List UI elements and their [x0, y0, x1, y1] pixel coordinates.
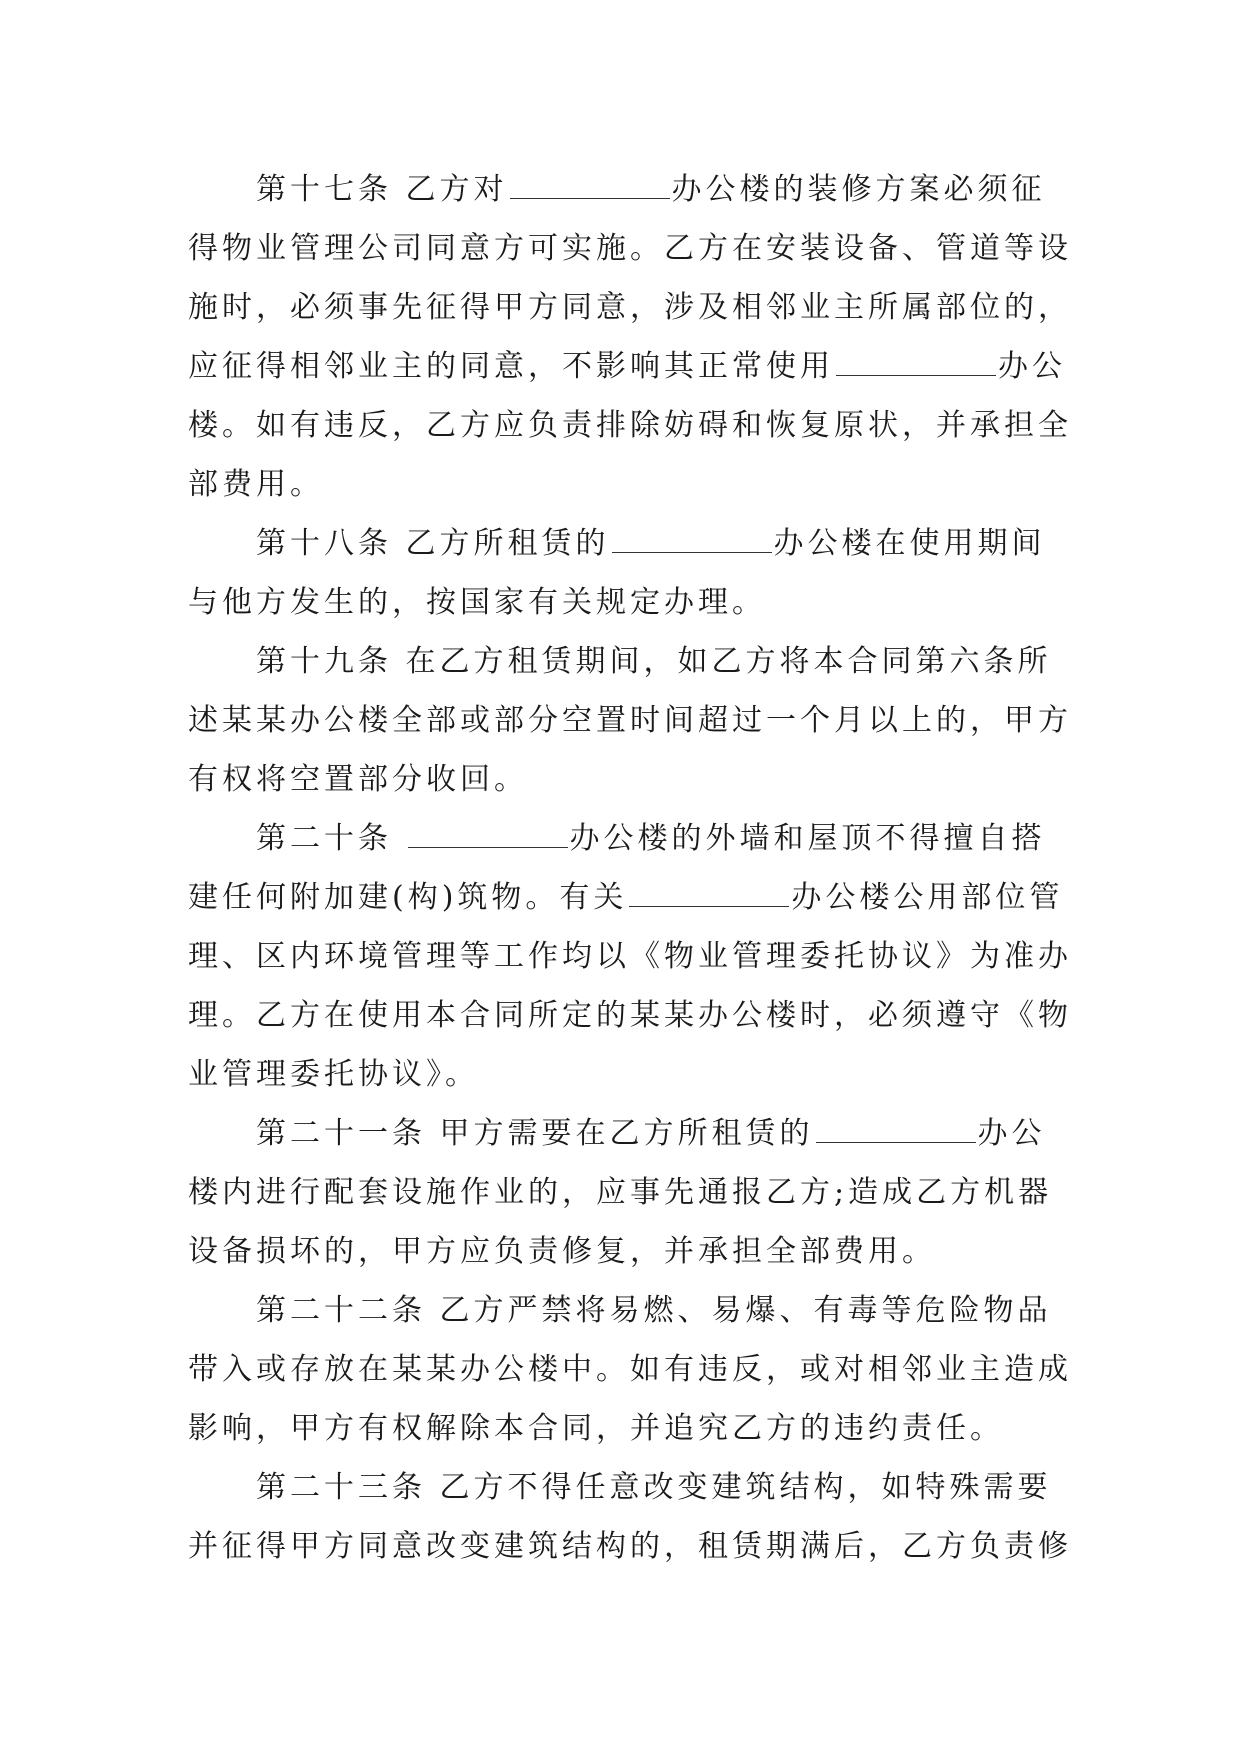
fill-in-blank: [510, 170, 670, 199]
paragraph: [188, 632, 1072, 809]
paragraph: [188, 160, 1072, 514]
text-segment: 部费用。: [188, 467, 324, 502]
text-segment: 述某某办公楼全部或部分空置时间超过一个月以上的，甲方: [188, 703, 1072, 738]
text-segment: 办公楼在使用期间: [773, 526, 1046, 561]
text-segment: 办公楼公用部位管: [791, 880, 1064, 915]
text-segment: 施时，必须事先征得甲方同意，涉及相邻业主所属部位的，: [188, 290, 1072, 325]
text-segment: 办公: [998, 349, 1066, 384]
text-line: [188, 160, 1058, 219]
text-segment: 应征得相邻业主的同意，不影响其正常使用: [188, 349, 834, 384]
text-line: [188, 1163, 1058, 1222]
text-line: [188, 219, 1072, 278]
text-segment: 业管理委托协议》。: [188, 1057, 479, 1092]
fill-in-blank: [408, 819, 568, 848]
text-segment: 有权将空置部分收回。: [188, 762, 528, 797]
text-segment: 建任何附加建(构)筑物。有关: [188, 880, 628, 915]
text-segment: 得物业管理公司同意方可实施。乙方在安装设备、管道等设: [188, 231, 1072, 266]
text-segment: 带入或存放在某某办公楼中。如有违反，或对相邻业主造成: [188, 1352, 1072, 1387]
text-line: [188, 1399, 1058, 1458]
text-segment: 理、区内环境管理等工作均以《物业管理委托协议》为准办: [188, 939, 1072, 974]
text-segment: 办公: [977, 1116, 1046, 1151]
text-line: [188, 278, 1072, 337]
text-segment: 第二十一条 甲方需要在乙方所租赁的: [256, 1116, 814, 1151]
text-line: [188, 1340, 1072, 1399]
text-segment: 办公楼的装修方案必须征: [671, 172, 1046, 207]
paragraph: [188, 1458, 1072, 1576]
text-segment: 第二十三条 乙方不得任意改变建筑结构，如特殊需要: [256, 1470, 1052, 1505]
text-segment: 楼。如有违反，乙方应负责排除妨碍和恢复原状，并承担全: [188, 408, 1072, 443]
text-segment: 第十七条 乙方对: [256, 172, 508, 207]
text-line: [188, 1045, 1058, 1104]
text-line: [188, 337, 1066, 396]
text-line: [188, 809, 1058, 868]
text-line: [188, 1458, 1058, 1517]
text-segment: 影响，甲方有权解除本合同，并追究乙方的违约责任。: [188, 1411, 1004, 1446]
paragraph: [188, 514, 1058, 632]
fill-in-blank: [612, 524, 772, 553]
text-segment: 与他方发生的，按国家有关规定办理。: [188, 585, 766, 620]
fill-in-blank: [836, 347, 996, 376]
text-segment: 第十八条 乙方所租赁的: [256, 526, 610, 561]
text-line: [188, 750, 1058, 809]
fill-in-blank: [629, 878, 789, 907]
text-line: [188, 632, 1058, 691]
text-segment: 设备损坏的，甲方应负责修复，并承担全部费用。: [188, 1234, 936, 1269]
text-line: [188, 396, 1072, 455]
text-line: [188, 573, 1058, 632]
text-line: [188, 1222, 1058, 1281]
text-line: [188, 1104, 1058, 1163]
text-segment: 理。乙方在使用本合同所定的某某办公楼时，必须遵守《物: [188, 998, 1072, 1033]
text-line: [188, 927, 1072, 986]
document-body: [188, 160, 1072, 1576]
paragraph: [188, 1281, 1072, 1458]
text-segment: 并征得甲方同意改变建筑结构的，租赁期满后，乙方负责修: [188, 1529, 1072, 1564]
text-segment: 第十九条 在乙方租赁期间，如乙方将本合同第六条所: [256, 644, 1052, 679]
fill-in-blank: [816, 1114, 976, 1143]
paragraph: [188, 809, 1072, 1104]
text-line: [188, 1517, 1072, 1576]
text-segment: 办公楼的外墙和屋顶不得擅自搭: [569, 821, 1046, 856]
text-line: [188, 868, 1064, 927]
text-line: [188, 691, 1072, 750]
text-line: [188, 986, 1072, 1045]
text-line: [188, 514, 1058, 573]
text-line: [188, 1281, 1058, 1340]
text-segment: 第二十条: [256, 821, 406, 856]
text-segment: 第二十二条 乙方严禁将易燃、易爆、有毒等危险物品: [256, 1293, 1052, 1328]
paragraph: [188, 1104, 1058, 1281]
text-segment: 楼内进行配套设施作业的，应事先通报乙方;造成乙方机器: [188, 1175, 1053, 1210]
text-line: [188, 455, 1058, 514]
